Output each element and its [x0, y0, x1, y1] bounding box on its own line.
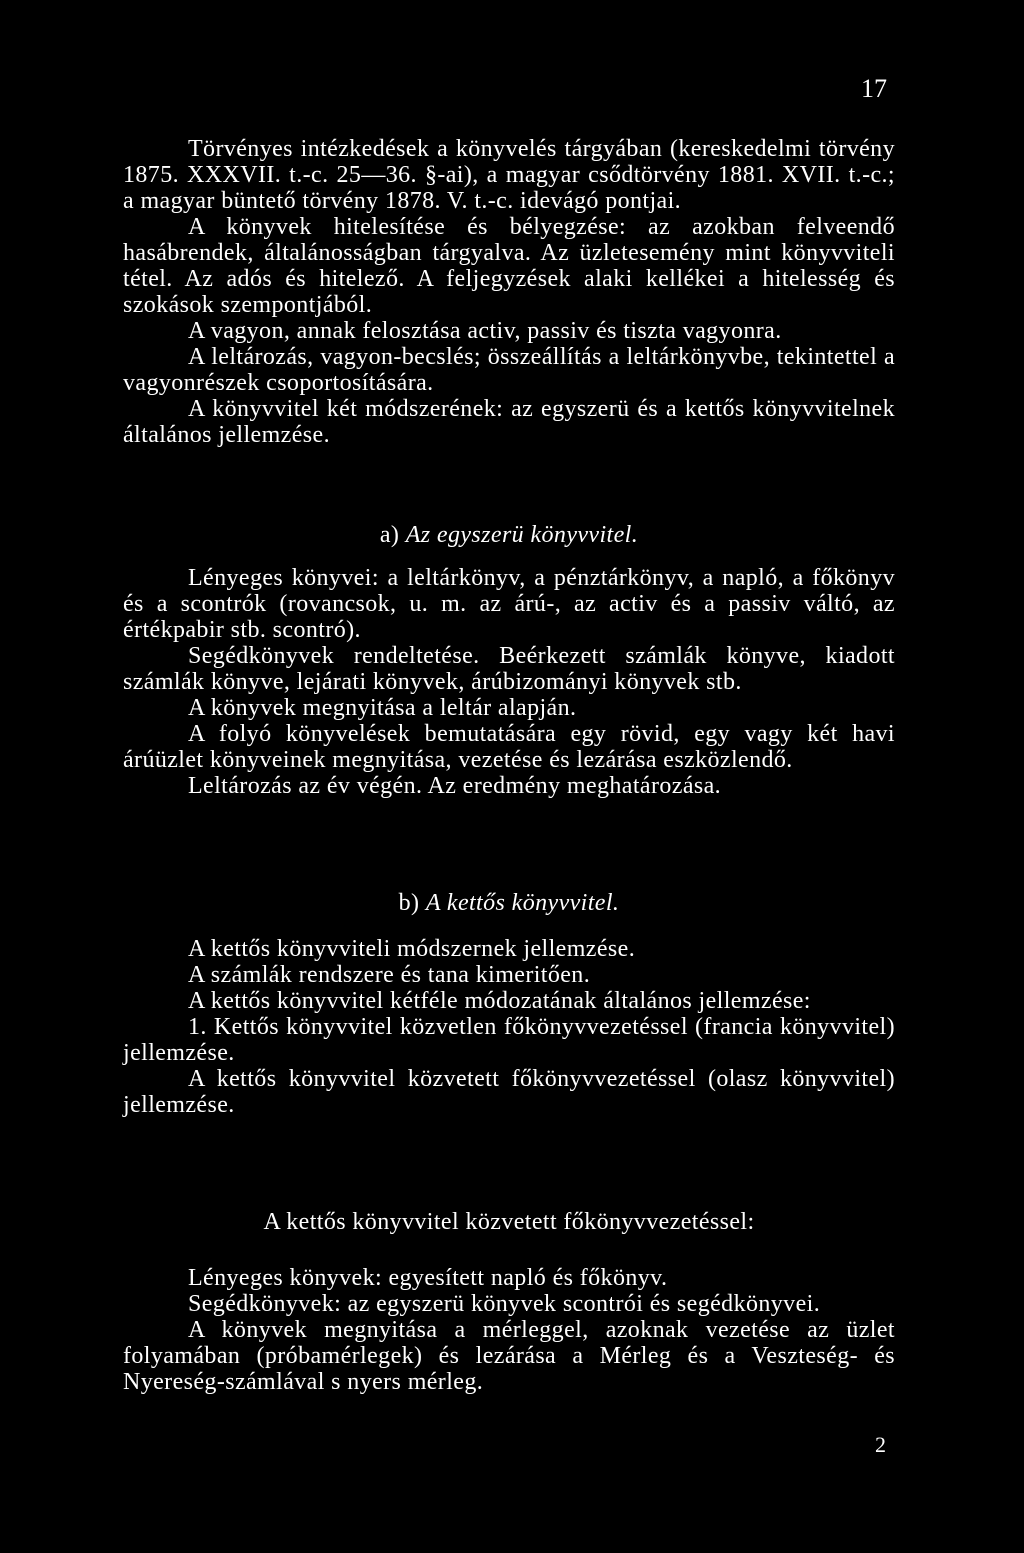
section-a-title: Az egyszerü könyvvitel. — [405, 522, 639, 548]
section-b-paragraph: A kettős könyvviteli módszernek jellemzése. — [188, 936, 636, 962]
section-a-paragraph: A könyvek megnyitása a leltár alapján. — [188, 695, 577, 721]
section-c-paragraph: Segédkönyvek: az egyszerü könyvek scontrói és segédkönyvei. — [188, 1291, 821, 1317]
intro-paragraph: A könyvvitel két módszerének: az egyszerü és a kettős könyvvitelnek általános jellemzése. — [123, 396, 895, 448]
intro-paragraph: Törvényes intézkedések a könyvelés tárgyában (kereskedelmi törvény 1875. XXXVII. t.-c. 25—36. §-ai), a magyar csődtörvény 1881. XVII. t.-c.; a magyar büntető törvény 1878. V. t.-c. idevágó pontjai. — [123, 136, 895, 214]
section-a-paragraph: A folyó könyvelések bemutatására egy rövid, egy vagy két havi árúüzlet könyveinek megnyitása, vezetése és lezárása eszközlendő. — [123, 721, 895, 773]
signature-mark: 2 — [875, 1432, 886, 1457]
section-c-paragraph: A könyvek megnyitása a mérleggel, azoknak vezetése az üzlet folyamában (próbamérlegek) és lezárása a Mérleg és a Veszteség- és Nyereség-számlával s nyers mérleg. — [123, 1317, 895, 1395]
section-c-paragraph: Lényeges könyvek: egyesített napló és főkönyv. — [188, 1265, 668, 1291]
intro-paragraph: A leltározás, vagyon-becslés; összeállítás a leltárkönyvbe, tekintettel a vagyonrészek csoportosítására. — [123, 344, 895, 396]
section-b-paragraph: A kettős könyvvitel közvetett főkönyvvezetéssel (olasz könyvvitel) jellemzése. — [123, 1066, 895, 1118]
section-a-paragraph: Lényeges könyvei: a leltárkönyv, a pénztárkönyv, a napló, a főkönyv és a scontrók (rovancsok, u. m. az árú-, az activ és a passiv váltó, az értékpabir stb. scontró). — [123, 565, 895, 643]
section-b-paragraph: A számlák rendszere és tana kimeritően. — [188, 962, 591, 988]
section-b-label: b) — [398, 890, 420, 916]
section-b-paragraph: 1. Kettős könyvvitel közvetlen főkönyvvezetéssel (francia könyvvitel) jellemzése. — [123, 1014, 895, 1066]
section-a-paragraph: Segédkönyvek rendeltetése. Beérkezett számlák könyve, kiadott számlák könyve, lejárati könyvek, árúbizományi könyvek stb. — [123, 643, 895, 695]
section-a-label: a) — [379, 522, 400, 548]
intro-paragraph: A vagyon, annak felosztása activ, passiv és tiszta vagyonra. — [188, 318, 782, 344]
section-c-heading: A kettős könyvvitel közvetett főkönyvvezetéssel: — [263, 1209, 755, 1235]
section-a-block — [123, 565, 895, 799]
intro-paragraph: A könyvek hitelesítése és bélyegzése: az azokban felveendő hasábrendek, általánosságban tárgyalva. Az üzletesemény mint könyvviteli tétel. Az adós és hitelező. A feljegyzések alaki kellékei a hitelesség és szokások szempontjából. — [123, 214, 895, 318]
section-b-paragraph: A kettős könyvvitel kétféle módozatának általános jellemzése: — [188, 988, 811, 1014]
section-c-block — [123, 1265, 895, 1395]
section-b-heading — [123, 889, 895, 917]
page-number: 17 — [861, 74, 887, 103]
section-a-heading — [123, 521, 895, 549]
intro-block — [123, 136, 895, 448]
section-a-paragraph: Leltározás az év végén. Az eredmény meghatározása. — [188, 773, 722, 799]
section-b-block — [123, 936, 895, 1118]
section-b-title: A kettős könyvvitel. — [425, 890, 620, 916]
